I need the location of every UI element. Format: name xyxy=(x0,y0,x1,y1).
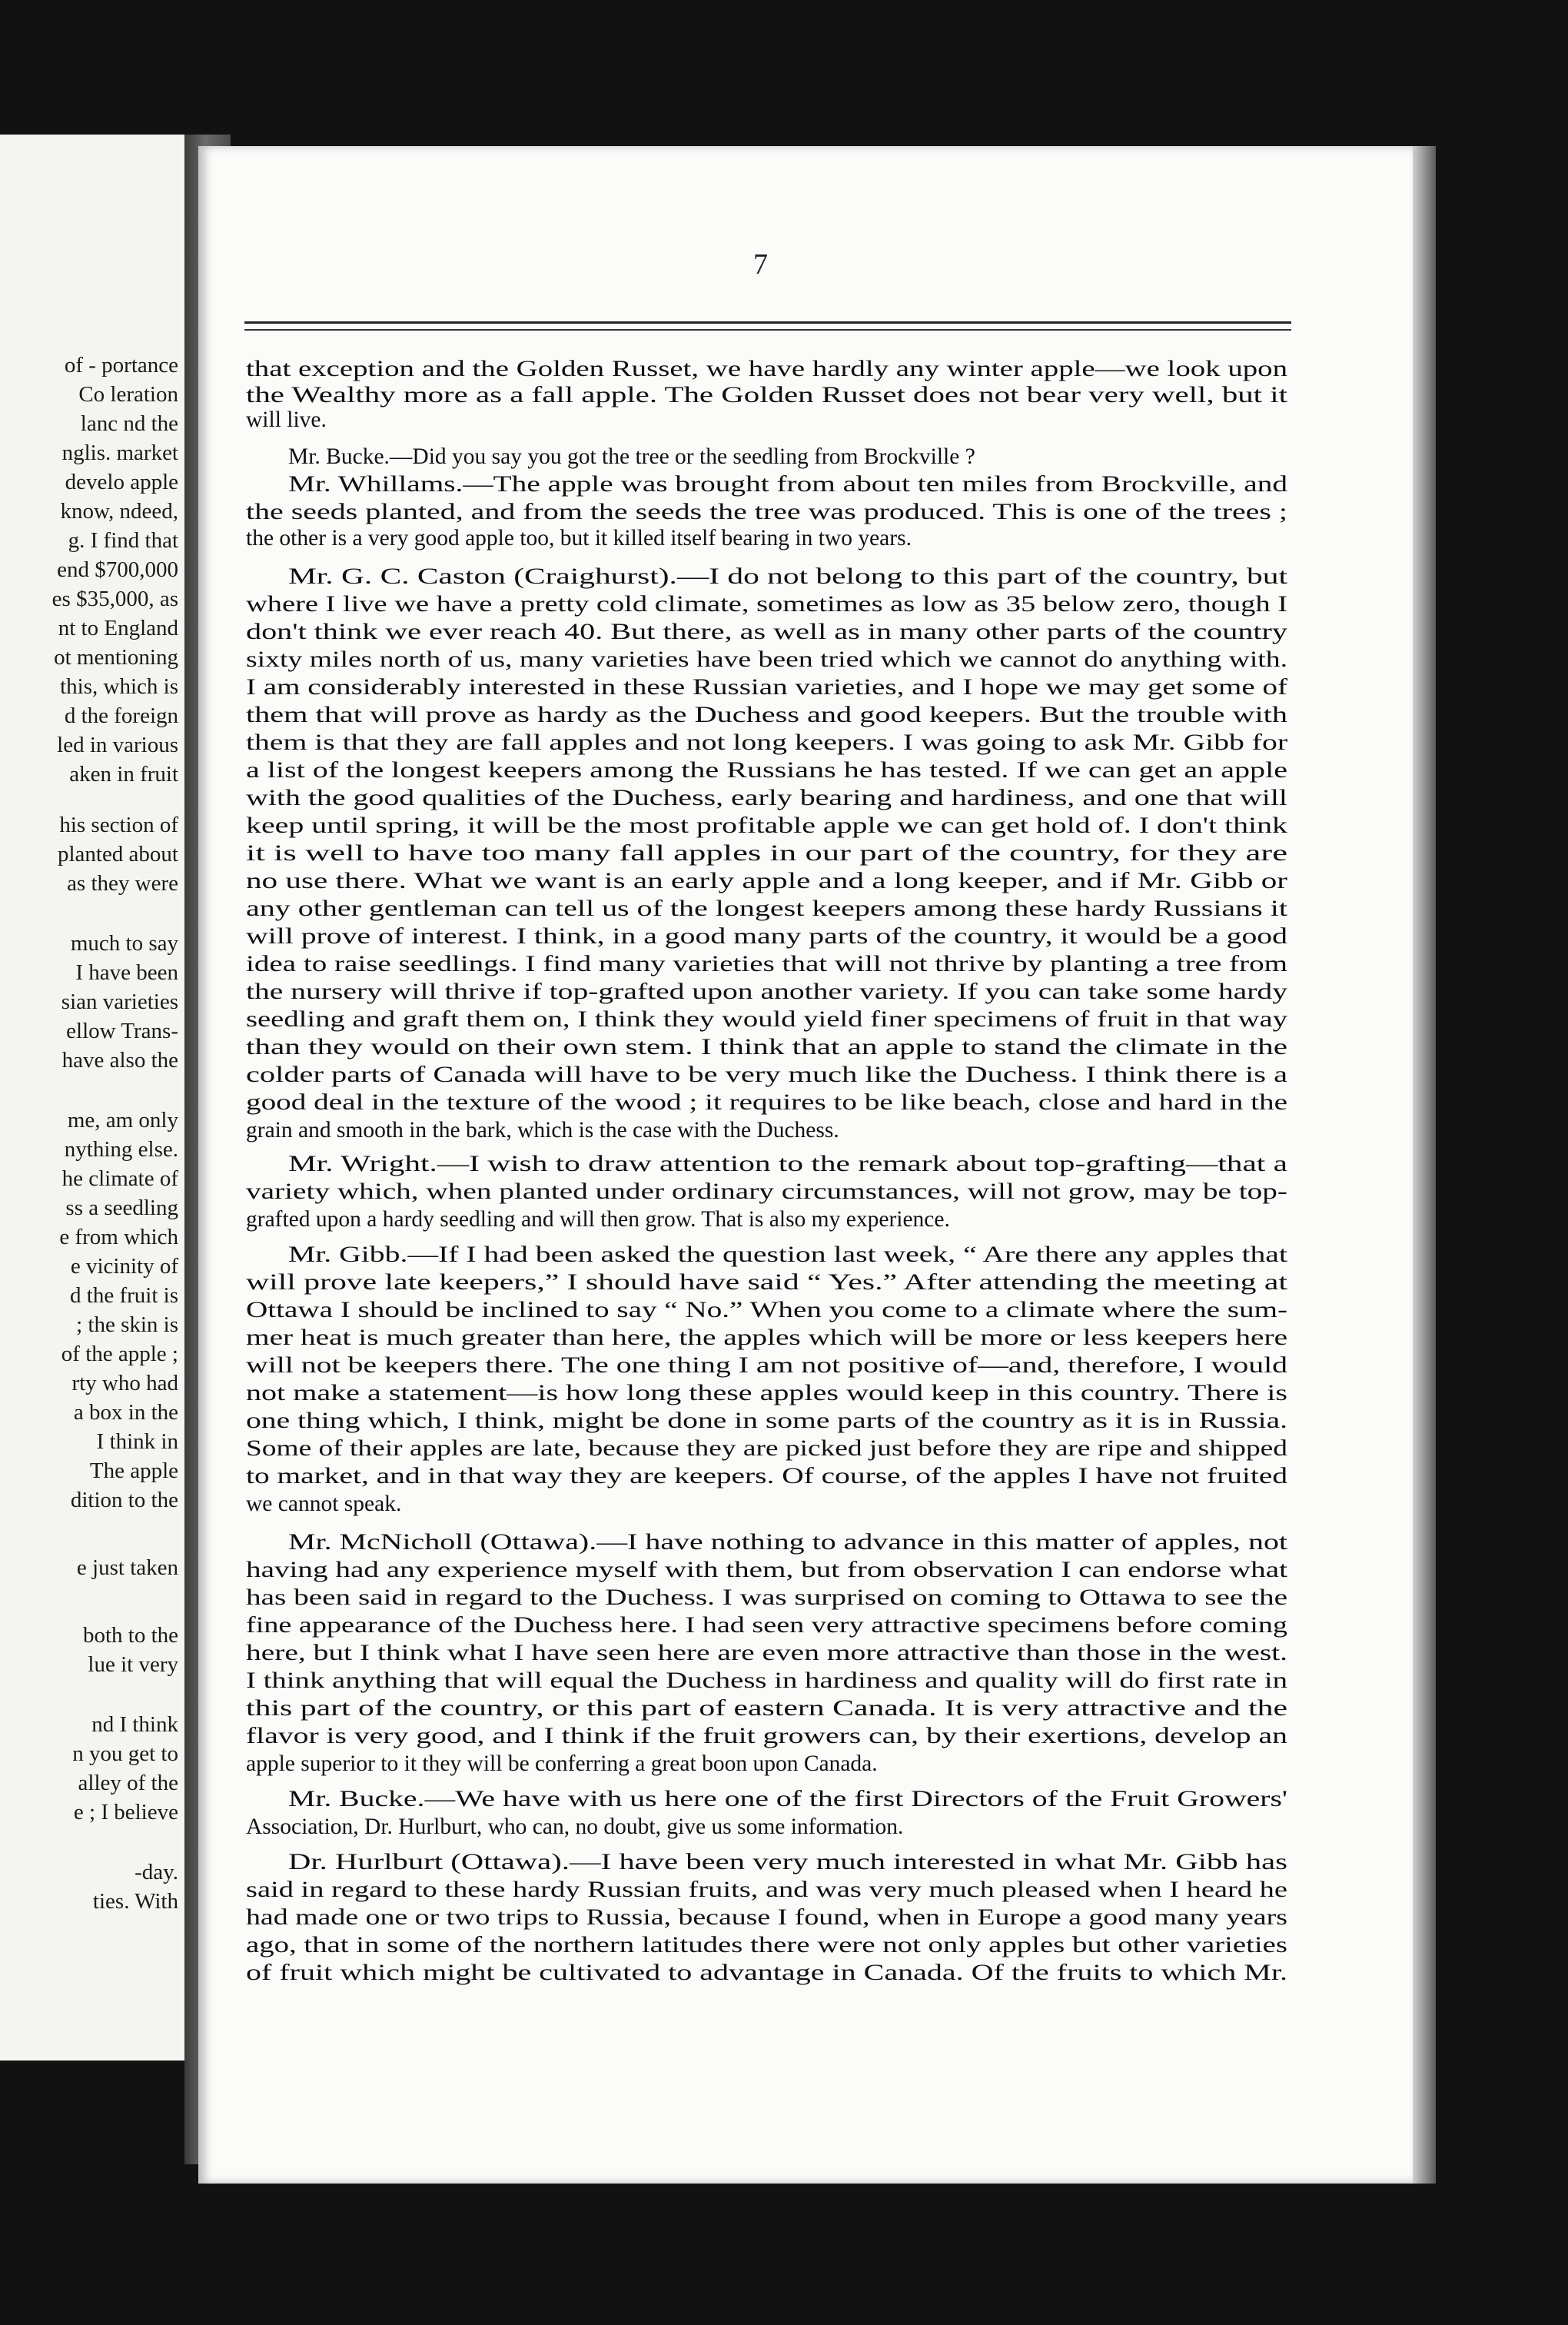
body-line: I am considerably interested in these Russian varieties, and I hope we may get some of xyxy=(246,675,1287,700)
facing-page-line: Co leration xyxy=(78,382,178,407)
body-line: Mr. Bucke.—We have with us here one of the first Directors of the Fruit Growers' xyxy=(288,1787,1288,1811)
facing-page-line: -day. xyxy=(135,1860,178,1884)
facing-page-line: rty who had xyxy=(71,1371,178,1395)
body-line: said in regard to these hardy Russian fruits, and was very much pleased when I heard he xyxy=(246,1878,1287,1902)
facing-page-line: e ; I believe xyxy=(73,1800,178,1824)
facing-page-line: me, am only xyxy=(67,1108,178,1133)
body-line: sixty miles north of us, many varieties have been tried which we cannot do anything with. xyxy=(246,647,1288,672)
facing-page-line: I have been xyxy=(75,960,178,985)
page-number: 7 xyxy=(753,248,768,281)
body-line: not make a statement—is how long these apples would keep in this country. There is xyxy=(246,1381,1288,1405)
body-line: flavor is very good, and I think if the fruit growers can, by their exertions, develop an xyxy=(246,1724,1287,1748)
body-line: to market, and in that way they are keepers. Of course, of the apples I have not fruited xyxy=(246,1464,1288,1488)
body-line: grafted upon a hardy seedling and will then grow. That is also my experience. xyxy=(246,1207,950,1232)
body-line: idea to raise seedlings. I find many varieties that will not thrive by planting a tree from xyxy=(246,952,1288,976)
body-line: has been said in regard to the Duchess. I was surprised on coming to Ottawa to see the xyxy=(246,1585,1288,1610)
body-line: no use there. What we want is an early apple and a long keeper, and if Mr. Gibb or xyxy=(246,869,1287,893)
body-line: the other is a very good apple too, but it killed itself bearing in two years. xyxy=(246,526,912,550)
body-line: colder parts of Canada will have to be very much like the Duchess. I think there is a xyxy=(246,1063,1288,1087)
body-line: one thing which, I think, might be done in some parts of the country as it is in Russia. xyxy=(246,1409,1288,1433)
body-line: Association, Dr. Hurlburt, who can, no doubt, give us some information. xyxy=(246,1814,904,1839)
body-line: where I live we have a pretty cold climate, sometimes as low as 35 below zero, though I xyxy=(246,592,1288,617)
facing-page-line: ties. With xyxy=(92,1889,178,1914)
body-line: don't think we ever reach 40. But there, as well as in many other parts of the country xyxy=(246,620,1287,644)
body-line: Mr. Whillams.—The apple was brought from about ten miles from Brockville, and xyxy=(288,472,1287,497)
body-line: seedling and graft them on, I think they would yield finer specimens of fruit in that way xyxy=(246,1007,1287,1032)
body-line: them is that they are fall apples and not long keepers. I was going to ask Mr. Gibb for xyxy=(246,730,1288,755)
body-line: Mr. Gibb.—If I had been asked the question last week, “ Are there any apples that xyxy=(288,1242,1287,1267)
body-line: mer heat is much greater than here, the apples which will be more or less keepers here xyxy=(246,1325,1288,1350)
facing-page-line: es $35,000, as xyxy=(51,587,178,611)
facing-page-line: a box in the xyxy=(73,1400,178,1425)
facing-page-line: nd I think xyxy=(91,1712,178,1737)
body-line: had made one or two trips to Russia, because I found, when in Europe a good many years xyxy=(246,1905,1287,1930)
facing-page-line: know, ndeed, xyxy=(60,499,178,524)
facing-page-line: he climate of xyxy=(61,1166,178,1191)
facing-page-line: ellow Trans- xyxy=(66,1019,178,1043)
body-line: with the good qualities of the Duchess, early bearing and hardiness, and one that will xyxy=(246,786,1288,810)
facing-page-line: both to the xyxy=(82,1623,178,1648)
facing-page-line: n you get to xyxy=(72,1741,178,1766)
facing-page-line: d the fruit is xyxy=(70,1283,178,1308)
facing-page-line: planted about xyxy=(57,842,178,866)
facing-page-line: e just taken xyxy=(76,1555,178,1580)
body-line: will prove late keepers,” I should have said “ Yes.” After attending the meeting at xyxy=(246,1270,1288,1295)
facing-page-line: sian varieties xyxy=(61,990,178,1014)
facing-page-line: end $700,000 xyxy=(57,557,178,582)
body-line: Mr. Wright.—I wish to draw attention to the remark about top-grafting—that a xyxy=(288,1152,1287,1176)
body-line: the nursery will thrive if top-grafted upon another variety. If you can take some hardy xyxy=(246,980,1288,1004)
body-line: we cannot speak. xyxy=(246,1492,402,1516)
body-line: of fruit which might be cultivated to advantage in Canada. Of the fruits to which Mr. xyxy=(246,1961,1287,1985)
page-edge xyxy=(1413,146,1436,2184)
facing-page-line: dition to the xyxy=(70,1488,178,1512)
body-line: apple superior to it they will be conferring a great boon upon Canada. xyxy=(246,1751,878,1776)
body-line: Mr. McNicholl (Ottawa).—I have nothing to advance in this matter of apples, not xyxy=(288,1530,1287,1555)
body-line: variety which, when planted under ordinary circumstances, will not grow, may be top- xyxy=(246,1179,1287,1204)
header-rule-thin xyxy=(244,329,1291,331)
facing-page-line: alley of the xyxy=(78,1771,178,1795)
header-rule xyxy=(244,321,1291,324)
body-line: will not be keepers there. The one thing I am not positive of—and, therefore, I would xyxy=(246,1353,1288,1378)
body-line: ago, that in some of the northern latitudes there were not only apples but other varieties xyxy=(246,1933,1287,1957)
body-line: Mr. G. C. Caston (Craighurst).—I do not belong to this part of the country, but xyxy=(288,564,1287,589)
facing-page-fragment xyxy=(0,135,184,2061)
body-line: I think anything that will equal the Duchess in hardiness and quality will do first rate in xyxy=(246,1668,1288,1693)
facing-page-line: ss a seedling xyxy=(65,1196,178,1220)
body-line: any other gentleman can tell us of the longest keepers among these hardy Russians it xyxy=(246,896,1287,921)
body-line: Mr. Bucke.—Did you say you got the tree or the seedling from Brockville ? xyxy=(288,444,975,469)
body-line: grain and smooth in the bark, which is the case with the Duchess. xyxy=(246,1118,839,1143)
facing-page-line: nything else. xyxy=(64,1137,178,1162)
body-line: Ottawa I should be inclined to say “ No.” When you come to a climate where the sum- xyxy=(246,1298,1288,1322)
facing-page-line: ; the skin is xyxy=(76,1312,178,1337)
facing-page-line: led in various xyxy=(57,733,178,757)
facing-page-line: this, which is xyxy=(60,674,178,699)
body-line: having had any experience myself with them, but from observation I can endorse what xyxy=(246,1558,1287,1582)
body-line: the Wealthy more as a fall apple. The Golden Russet does not bear very well, but it xyxy=(246,383,1287,407)
body-line: good deal in the texture of the wood ; it requires to be like beach, close and hard in the xyxy=(246,1090,1287,1115)
body-line: this part of the country, or this part of eastern Canada. It is very attractive and the xyxy=(246,1696,1288,1721)
facing-page-line: I think in xyxy=(96,1429,178,1454)
body-line: it is well to have too many fall apples in our part of the country, for they are xyxy=(246,841,1288,866)
facing-page-line: The apple xyxy=(89,1459,178,1483)
body-line: will live. xyxy=(246,407,327,432)
facing-page-line: as they were xyxy=(67,871,178,896)
facing-page-line: lue it very xyxy=(88,1652,178,1677)
body-line: here, but I think what I have seen here are even more attractive than those in the west. xyxy=(246,1641,1288,1665)
body-line: will prove of interest. I think, in a good many parts of the country, it would be a good xyxy=(246,924,1288,949)
facing-page-line: e from which xyxy=(59,1225,178,1249)
facing-page-line: develo apple xyxy=(65,470,178,494)
facing-page-line: ot mentioning xyxy=(54,645,178,670)
body-line: them that will prove as hardy as the Duchess and good keepers. But the trouble with xyxy=(246,703,1287,727)
facing-page-line: nglis. market xyxy=(61,441,178,465)
body-line: fine appearance of the Duchess here. I had seen very attractive specimens before coming xyxy=(246,1613,1288,1638)
facing-page-line: have also the xyxy=(61,1048,178,1073)
facing-page-line: of the apple ; xyxy=(61,1342,178,1366)
facing-page-line: much to say xyxy=(70,931,178,956)
facing-page-line: nt to England xyxy=(58,616,178,640)
facing-page-line: lanc nd the xyxy=(80,411,178,436)
body-line: Some of their apples are late, because they are picked just before they are ripe and shipped xyxy=(246,1436,1287,1461)
facing-page-line: aken in fruit xyxy=(69,762,178,787)
facing-page-line: of - portance xyxy=(64,353,178,378)
body-line: that exception and the Golden Russet, we have hardly any winter apple—we look upon xyxy=(246,357,1288,381)
body-line: keep until spring, it will be the most profitable apple we can get hold of. I don't think xyxy=(246,813,1288,838)
body-line: a list of the longest keepers among the Russians he has tested. If we can get an apple xyxy=(246,758,1288,783)
facing-page-line: e vicinity of xyxy=(70,1254,178,1279)
body-line: Dr. Hurlburt (Ottawa).—I have been very much interested in what Mr. Gibb has xyxy=(288,1850,1288,1874)
body-line: the seeds planted, and from the seeds the tree was produced. This is one of the trees ; xyxy=(246,500,1288,524)
facing-page-line: d the foreign xyxy=(64,703,178,728)
body-line: than they would on their own stem. I think that an apple to stand the climate in the xyxy=(246,1035,1287,1059)
facing-page-line: g. I find that xyxy=(68,528,178,553)
facing-page-line: his section of xyxy=(59,813,178,837)
